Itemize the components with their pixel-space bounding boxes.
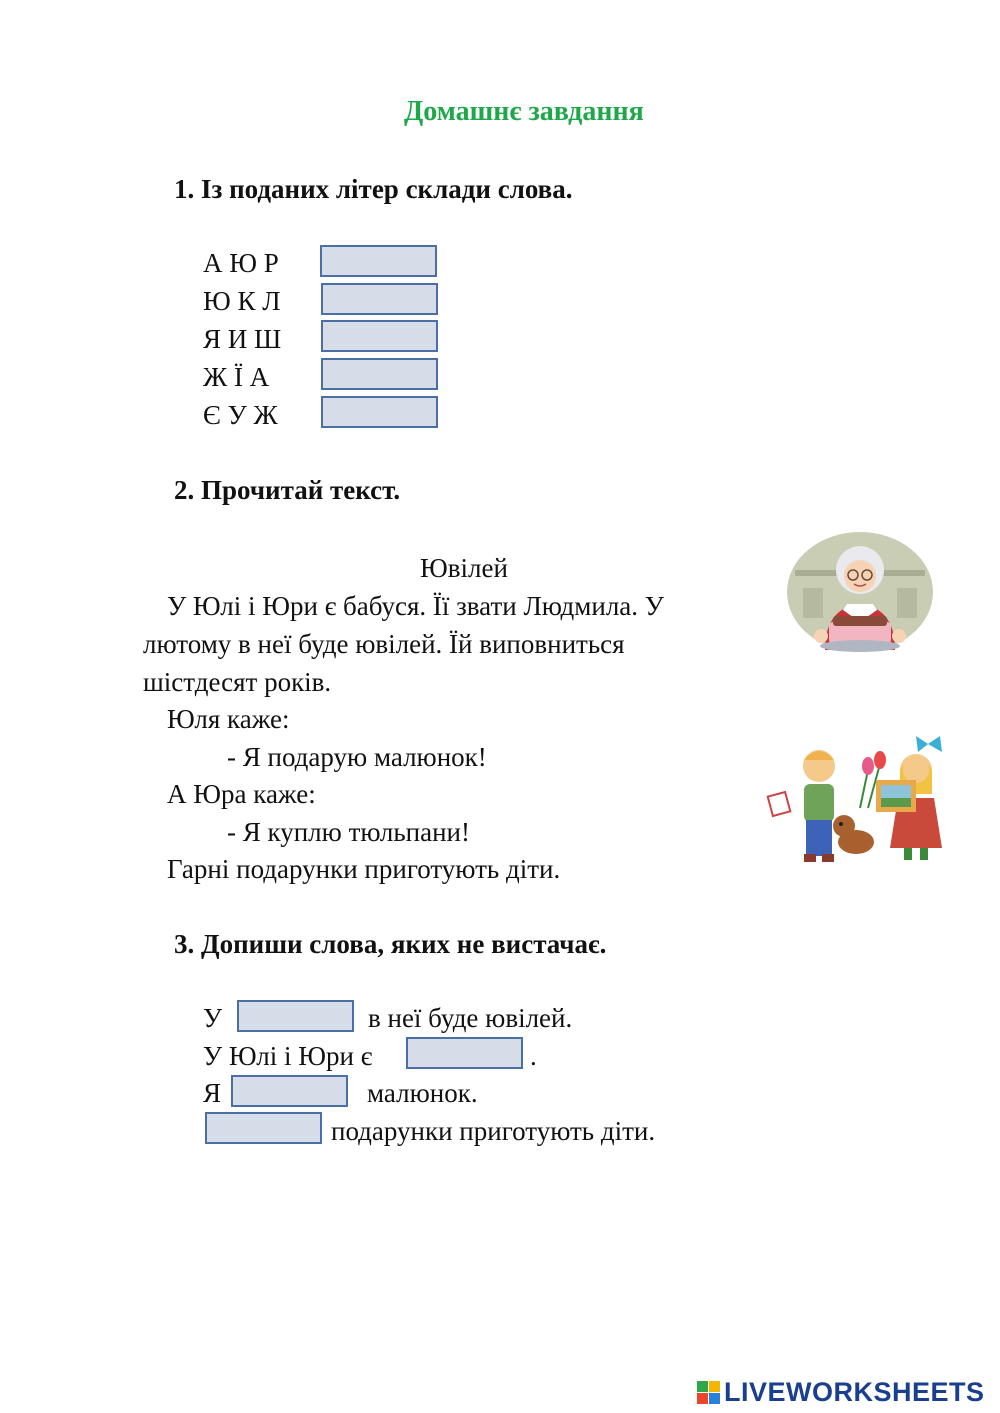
sentence2-end: . — [530, 1041, 537, 1071]
answer-box-5[interactable] — [321, 396, 438, 428]
letters-row-1: А Ю Р — [203, 248, 279, 278]
page-title: Домашнє завдання — [404, 96, 644, 127]
sentence3-start: Я — [203, 1078, 222, 1108]
liveworksheets-logo-text: LIVEWORKSHEETS — [724, 1376, 985, 1407]
fill-box-4[interactable] — [205, 1112, 322, 1144]
fill-box-1[interactable] — [237, 1000, 354, 1032]
letters-row-3: Я И Ш — [203, 324, 282, 354]
answer-box-2[interactable] — [321, 283, 438, 315]
liveworksheets-logo-icon — [697, 1381, 720, 1404]
story-line-2: лютому в неї буде ювілей. Їй виповниться — [143, 629, 625, 659]
story-line-6: А Юра каже: — [167, 779, 316, 809]
answer-box-4[interactable] — [321, 358, 438, 390]
story-line-8: Гарні подарунки приготують діти. — [167, 854, 561, 884]
letters-row-4: Ж Ї А — [203, 362, 270, 392]
story-line-1: У Юлі і Юри є бабуся. Її звати Людмила. У — [167, 591, 664, 621]
story-line-4: Юля каже: — [167, 704, 290, 734]
grandmother-with-cake-image — [785, 530, 935, 660]
letters-row-2: Ю К Л — [203, 286, 281, 316]
fill-box-2[interactable] — [406, 1037, 523, 1069]
task3-heading: 3. Допиши слова, яких не вистачає. — [174, 929, 607, 959]
sentence2-start: У Юлі і Юри є — [203, 1041, 373, 1071]
answer-box-3[interactable] — [321, 320, 438, 352]
task2-heading: 2. Прочитай текст. — [174, 475, 401, 505]
sentence1-end: в неї буде ювілей. — [368, 1003, 573, 1033]
task1-heading: 1. Із поданих літер склади слова. — [174, 174, 573, 204]
letters-row-5: Є У Ж — [203, 400, 278, 430]
liveworksheets-logo — [697, 1375, 985, 1409]
sentence1-start: У — [203, 1003, 223, 1033]
story-line-5: - Я подарую малюнок! — [227, 742, 487, 772]
sentence3-end: малюнок. — [367, 1078, 478, 1108]
story-line-7: - Я куплю тюльпани! — [227, 817, 470, 847]
story-line-3: шістдесят років. — [143, 667, 332, 697]
children-with-gifts-image — [764, 730, 952, 868]
fill-box-3[interactable] — [231, 1075, 348, 1107]
story-title: Ювілей — [420, 553, 508, 583]
answer-box-1[interactable] — [320, 245, 437, 277]
sentence4-end: подарунки приготують діти. — [331, 1116, 656, 1146]
